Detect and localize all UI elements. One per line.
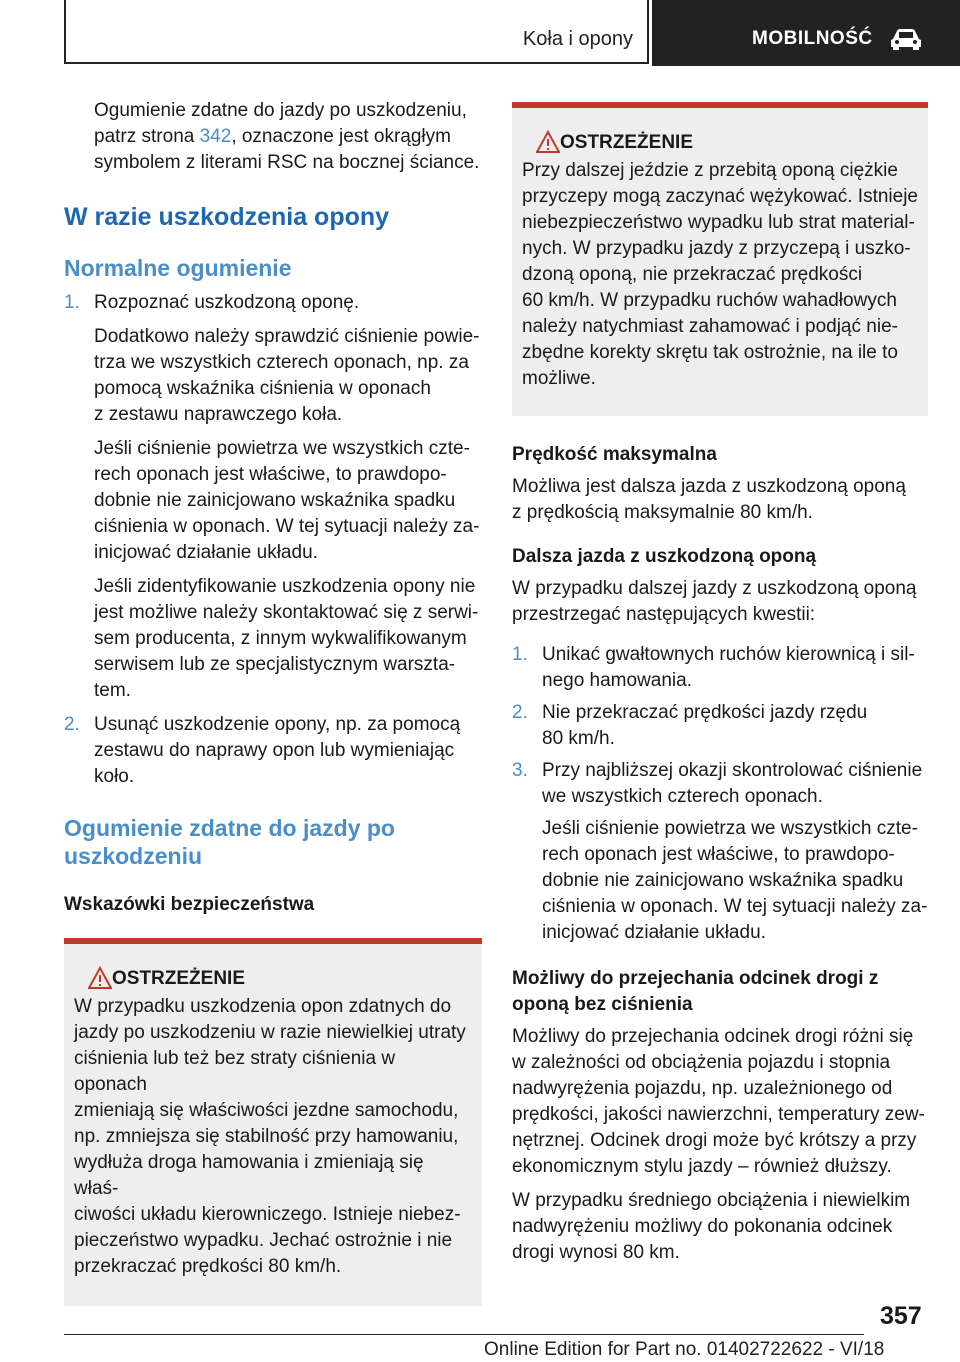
body-line: W przypadku średniego obciążenia i niewielkim (512, 1190, 911, 1211)
warning-line: niebezpieczeństwo wypadku lub strat material- (522, 212, 915, 233)
list-item (512, 700, 928, 752)
intro-text: patrz strona (94, 126, 200, 147)
warning-line: ciśnienia lub też bez straty ciśnienia w oponach (74, 1048, 396, 1095)
step-text: Unikać gwałtownych ruchów kierownicą i sil- (542, 644, 915, 665)
list-item (64, 712, 482, 790)
warning-line: jazdy po uszkodzeniu w razie niewielkiej utraty (74, 1022, 466, 1043)
list-number: 2. (64, 714, 80, 735)
list-item (512, 758, 928, 946)
further-driving-heading: Dalsza jazda z uszkodzoną oponą (512, 546, 817, 567)
intro-line: Ogumienie zdatne do jazdy po uszkodzeniu, (94, 100, 467, 121)
step-text: 80 km/h. (542, 728, 615, 749)
para-line: dobnie nie zainicjowano wskaźnika spadku (94, 490, 456, 511)
step-paragraph (94, 574, 482, 704)
body-line: nadwyrężenia pojazdu, np. uzależnionego od (512, 1078, 893, 1099)
para-line: Jeśli ciśnienie powietrza we wszystkich czte- (94, 438, 470, 459)
para-line: Jeśli zidentyfikowanie uszkodzenia opony nie (94, 576, 476, 597)
heading-line: Ogumienie zdatne do jazdy po (64, 815, 395, 841)
step-text: zestawu do naprawy opon lub wymieniając (94, 740, 455, 761)
body-line: nadwyrężeniu możliwy do pokonania odcinek (512, 1216, 893, 1237)
section-title: Koła i opony (522, 28, 633, 50)
body-line: Możliwa jest dalsza jazda z uszkodzoną oponą (512, 476, 906, 497)
step-text: nego hamowania. (542, 670, 692, 691)
heading-line: oponą bez ciśnienia (512, 994, 693, 1015)
body-line: w zależności od obciążenia pojazdu i stopnia (512, 1052, 891, 1073)
step-text: Usunąć uszkodzenie opony, np. za pomocą (94, 714, 461, 735)
step-text: koło. (94, 766, 135, 787)
page-link[interactable]: 342 (199, 126, 232, 147)
heading-line: uszkodzeniu (64, 843, 203, 869)
warning-line: Przy dalszej jeździe z przebitą oponą ciężkie (522, 160, 898, 181)
subsection-heading (64, 814, 482, 870)
para-line: z zestawu naprawczego koła. (94, 404, 343, 425)
footer-divider (64, 1334, 864, 1335)
warning-line: W przypadku uszkodzenia opon zdatnych do (74, 996, 452, 1017)
edition-note: Online Edition for Part no. 01402722622 - VI/18 (484, 1339, 885, 1360)
para-line: inicjować działanie układu. (94, 542, 318, 563)
para-line: jest możliwe należy skontaktować się z serwi- (94, 602, 479, 623)
warning-box (512, 102, 928, 416)
para-line: ciśnienia w oponach. W tej sytuacji należy za- (94, 516, 480, 537)
page-header (0, 0, 960, 66)
left-column (64, 98, 482, 1306)
warning-title (74, 966, 472, 992)
step-text: we wszystkich czterech oponach. (542, 786, 823, 807)
warning-line: przekraczać prędkości 80 km/h. (74, 1256, 342, 1277)
warning-title-text: OSTRZEŻENIE (112, 968, 246, 989)
warning-line: należy natychmiast zahamować i podjąć nie- (522, 316, 898, 337)
steps-list (64, 290, 482, 790)
para-line: rech oponach jest właściwe, to prawdopo- (542, 844, 895, 865)
intro-line: symbolem z literami RSC na bocznej ściance. (94, 152, 480, 173)
warning-triangle-icon (536, 130, 560, 154)
subsection-heading: Normalne ogumienie (64, 255, 292, 281)
chapter-tab (652, 0, 960, 66)
body-line: przestrzegać następujących kwestii: (512, 604, 816, 625)
distance-paragraph (512, 1024, 928, 1180)
body-line: drogi wynosi 80 km. (512, 1242, 680, 1263)
warning-title-text: OSTRZEŻENIE (560, 132, 694, 153)
warning-line: np. zmniejsza się stabilność przy hamowaniu, (74, 1126, 459, 1147)
list-number: 3. (512, 760, 528, 781)
warning-line: nych. W przypadku jazdy z przyczepą i uszko- (522, 238, 911, 259)
body-line: prędkości, jakości nawierzchni, temperatury zew- (512, 1104, 925, 1125)
warning-line: ciwości układu kierowniczego. Istnieje niebez- (74, 1204, 461, 1225)
para-line: dobnie nie zainicjowano wskaźnika spadku (542, 870, 904, 891)
warning-line: możliwe. (522, 368, 596, 389)
list-item (512, 642, 928, 694)
para-line: Dodatkowo należy sprawdzić ciśnienie powie- (94, 326, 480, 347)
para-line: tem. (94, 680, 131, 701)
body-line: Możliwy do przejechania odcinek drogi różni się (512, 1026, 914, 1047)
page-number: 357 (880, 1302, 922, 1330)
section-heading: W razie uszkodzenia opony (64, 203, 390, 231)
step-paragraph (94, 436, 482, 566)
body-line: z prędkością maksymalnie 80 km/h. (512, 502, 813, 523)
chapter-title: MOBILNOŚĆ (752, 28, 873, 49)
warning-box (64, 938, 482, 1306)
list-number: 1. (512, 644, 528, 665)
step-text: Rozpoznać uszkodzoną oponę. (94, 292, 360, 313)
warning-line: dzoną oponą, nie przekraczać prędkości (522, 264, 863, 285)
warning-title (522, 130, 918, 156)
para-line: ciśnienia w oponach. W tej sytuacji należy za- (542, 896, 928, 917)
para-line: rech oponach jest właściwe, to prawdopo- (94, 464, 447, 485)
warning-line: wydłuża droga hamowania i zmieniają się właś- (74, 1152, 424, 1199)
section-tab (64, 0, 649, 64)
step-text: Nie przekraczać prędkości jazdy rzędu (542, 702, 868, 723)
para-line: inicjować działanie układu. (542, 922, 766, 943)
steps-list (512, 642, 928, 946)
step-paragraph (94, 324, 482, 428)
para-line: sem producenta, z innym wykwalifikowanym (94, 628, 467, 649)
para-line: trza we wszystkich czterech oponach, np. za (94, 352, 469, 373)
intro-line (94, 124, 482, 150)
warning-line: 60 km/h. W przypadku ruchów wahadłowych (522, 290, 897, 311)
intro-paragraph (64, 98, 482, 176)
warning-triangle-icon (88, 966, 112, 990)
body-line: ekonomicznym stylu jazdy – również dłuższy. (512, 1156, 892, 1177)
distance-heading (512, 966, 928, 1018)
body-line: W przypadku dalszej jazdy z uszkodzoną oponą (512, 578, 917, 599)
para-line: serwisem lub ze specjalistycznym warszta- (94, 654, 456, 675)
warning-line: pieczeństwo wypadku. Jechać ostrożnie i nie (74, 1230, 453, 1251)
list-number: 1. (64, 292, 80, 313)
list-item (64, 290, 482, 704)
para-line: Jeśli ciśnienie powietrza we wszystkich czte- (542, 818, 918, 839)
step-paragraph (542, 816, 928, 946)
safety-heading: Wskazówki bezpieczeństwa (64, 894, 315, 915)
warning-line: zbędne korekty skrętu tak ostrożnie, na ile to (522, 342, 898, 363)
para-line: pomocą wskaźnika ciśnienia w oponach (94, 378, 431, 399)
body-line: nętrznej. Odcinek drogi może być krótszy a przy (512, 1130, 917, 1151)
warning-line: zmieniają się właściwości jezdne samochodu, (74, 1100, 459, 1121)
speed-heading: Prędkość maksymalna (512, 444, 717, 465)
warning-line: przyczepy mogą zaczynać wężykować. Istnieje (522, 186, 918, 207)
list-number: 2. (512, 702, 528, 723)
heading-line: Możliwy do przejechania odcinek drogi z (512, 968, 879, 989)
step-text: Przy najbliższej okazji skontrolować ciśnienie (542, 760, 923, 781)
distance-paragraph (512, 1188, 928, 1266)
intro-text: , oznaczone jest okrągłym (231, 126, 451, 147)
car-icon (888, 27, 924, 51)
right-column (512, 102, 928, 1266)
